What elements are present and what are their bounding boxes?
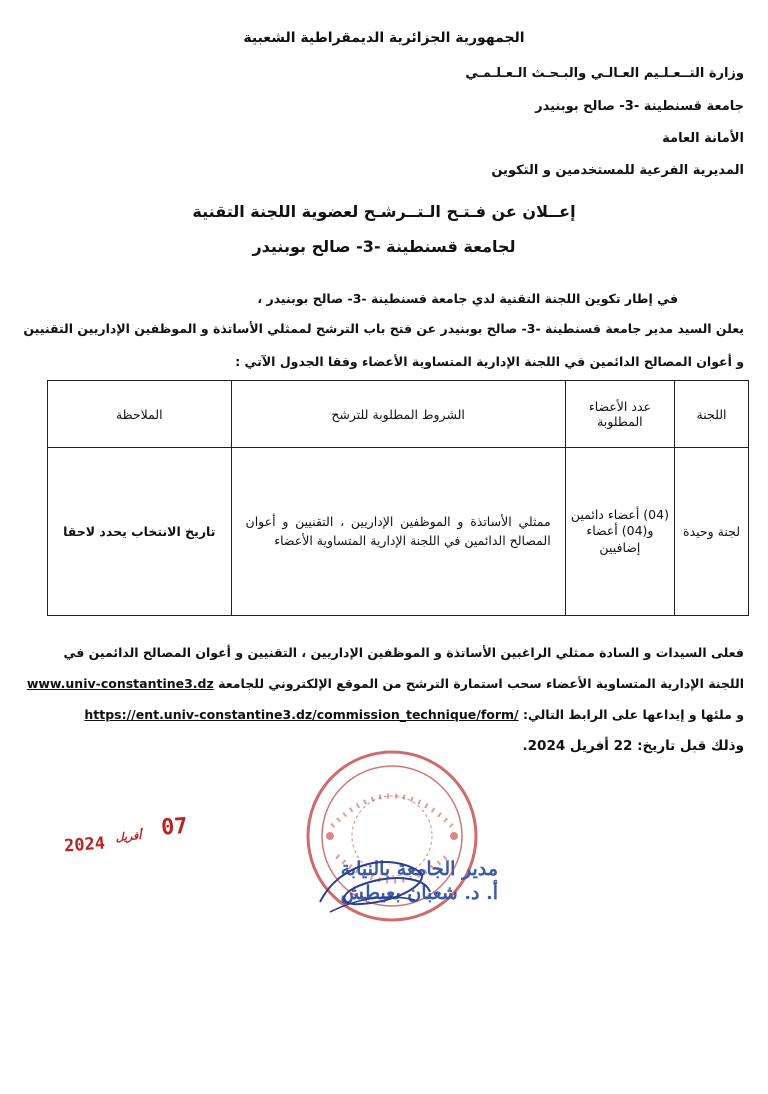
university-website-link[interactable]: www.univ-constantine3.dz (26, 676, 214, 691)
announcement-title: إعــلان عن فـتـح الـتــرشـح لعضوية اللجنة التقنية (192, 202, 576, 221)
stamp-day: 07 (160, 813, 189, 841)
table-header-row (48, 381, 749, 448)
table-row (48, 448, 749, 616)
cell-committee: لجنة وحيدة (675, 448, 749, 616)
header-committee: اللجنة (675, 381, 749, 448)
stamp-year: 2024 (63, 833, 106, 857)
cell-conditions: ممثلي الأساتذة و الموظفين الإداريين ، التقنيين و أعوان المصالح الدائمين في اللجنة الإدارية المتساوية الأعضاء (231, 448, 565, 616)
university-name: جامعة قسنطينة -3- صالح بوبنيدر (535, 99, 744, 114)
secretariat-name: الأمانة العامة (662, 131, 744, 146)
received-date-stamp (56, 813, 199, 871)
ministry-name: وزارة التــعـلـيم العـالـي والبـحـث الـعـلـمـي (465, 66, 744, 81)
cell-note: تاريخ الانتخاب يحدد لاحقا (48, 448, 232, 616)
footer-paragraph-1: فعلى السيدات و السادة ممثلي الراغبين الأساتذة و الموظفين الإداريين ، التقنيين و أعوان المصالح الدائمين في (63, 645, 744, 660)
cell-count: (04) أعضاء دائمين و(04) أعضاء إضافيين (565, 448, 674, 616)
stamp-month: أفريل (115, 829, 142, 844)
application-form-link[interactable]: https://ent.univ-constantine3.dz/commission_technique/form/ (84, 707, 519, 722)
header-conditions: الشروط المطلوبة للترشح (231, 381, 565, 448)
signatory-title: مدير الجامعة بالنيابة (340, 858, 498, 880)
announcement-subtitle: لجامعة قسنطينة -3- صالح بوبنيدر (252, 237, 516, 256)
committee-table (47, 380, 749, 616)
handwritten-signature (300, 842, 440, 922)
directorate-name: المديرية الفرعية للمستخدمين و التكوين (491, 163, 744, 178)
footer-paragraph-3-text: و ملئها و إيداعها على الرابط التالي: (522, 707, 744, 722)
signatory-name: أ. د. شعبان بعيطش (340, 882, 498, 904)
footer-paragraph-2 (27, 676, 744, 691)
intro-paragraph-3: و أعوان المصالح الدائمين في اللجنة الإدارية المتساوية الأعضاء وفقا الجدول الآتي : (235, 354, 744, 369)
deadline-line: وذلك قبل تاريخ: 22 أفريل 2024. (522, 738, 744, 754)
republic-header: الجمهورية الجزائرية الديمقراطية الشعبية (243, 30, 525, 46)
header-count: عدد الأعضاء المطلوبة (565, 381, 674, 448)
intro-paragraph-1: في إطار تكوين اللجنة التقنية لدي جامعة قسنطينة -3- صالح بوبنيدر ، (257, 291, 678, 306)
footer-paragraph-3 (84, 707, 744, 722)
header-note: الملاحظة (48, 381, 232, 448)
intro-paragraph-2: يعلن السيد مدير جامعة قسنطينة -3- صالح بوبنيدر عن فتح باب الترشح لممثلي الأساتذة و الموظفين الإداريين التقنيين (23, 321, 744, 336)
footer-paragraph-2-text: اللجنة الإدارية المتساوية الأعضاء سحب استمارة الترشح من الموقع الإلكتروني للجامعة (218, 676, 744, 691)
